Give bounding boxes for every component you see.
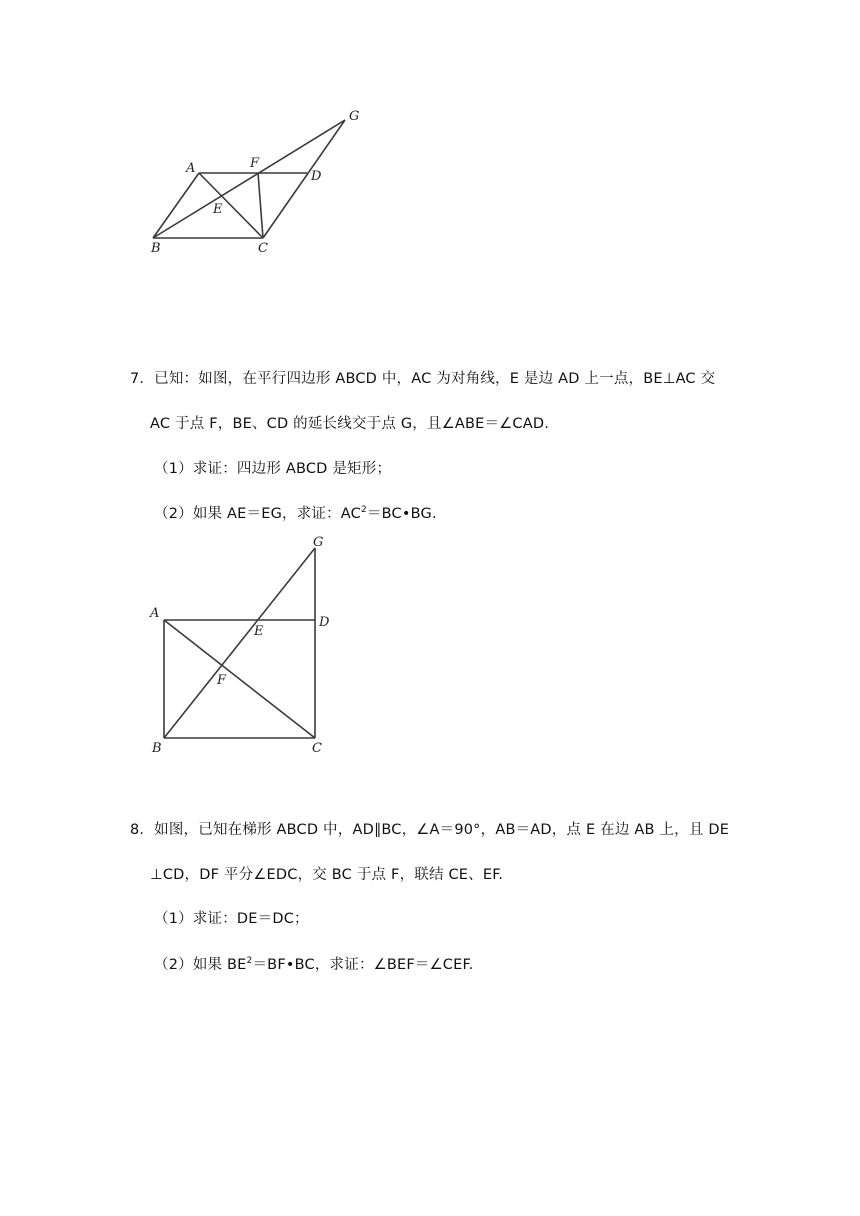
fig1-label-E: E: [213, 202, 223, 217]
fig2-label-A: A: [150, 606, 160, 621]
fig1-label-B: B: [151, 241, 161, 256]
problem8-part2: （2）如果 $BE^2=BF•BC$，求证：∠BEF＝∠CEF.: [154, 956, 474, 973]
problem8-number: 8．: [130, 822, 155, 838]
problem7-stem-line1: 已知：如图，在平行四边形 ABCD 中，AC 为对角线，E 是边 AD 上一点，BE⊥AC 交: [154, 371, 716, 387]
problem7-part2: （2）如果 AE＝EG，求证：$AC^2=BC•BG$.: [154, 505, 437, 522]
problem8-line1: [130, 818, 729, 839]
fig2-label-G: G: [313, 535, 324, 550]
fig2-label-B: B: [152, 741, 162, 756]
fig2-label-E: E: [254, 624, 264, 639]
fig2-label-D: D: [319, 615, 330, 630]
fig1-label-G: G: [349, 109, 360, 124]
fig1-label-F: F: [250, 156, 260, 171]
problem8-part1: （1）求证：DE＝DC；: [154, 911, 309, 927]
problem7-line2: AC 于点 F，BE、CD 的延长线交于点 G，且∠ABE＝∠CAD.: [150, 416, 550, 432]
problem8-line2: ⊥CD，DF 平分∠EDC，交 BC 于点 F，联结 CE、EF.: [150, 867, 504, 883]
problem7-number: 7．: [130, 371, 155, 387]
fig1-label-C: C: [258, 241, 268, 256]
fig2-seg-BG: [164, 548, 315, 738]
fig2-label-F: F: [217, 673, 227, 688]
fig1-label-A: A: [186, 161, 196, 176]
fig2-seg-AC: [164, 620, 315, 738]
problem8-stem-line1: 如图，已知在梯形 ABCD 中，AD∥BC，∠A＝90°，AB＝AD，点 E 在边 AB 上，且 DE: [154, 822, 730, 838]
fig1-label-D: D: [311, 169, 322, 184]
problem7-part1: （1）求证：四边形 ABCD 是矩形；: [154, 461, 392, 477]
fig2-label-C: C: [312, 741, 322, 756]
